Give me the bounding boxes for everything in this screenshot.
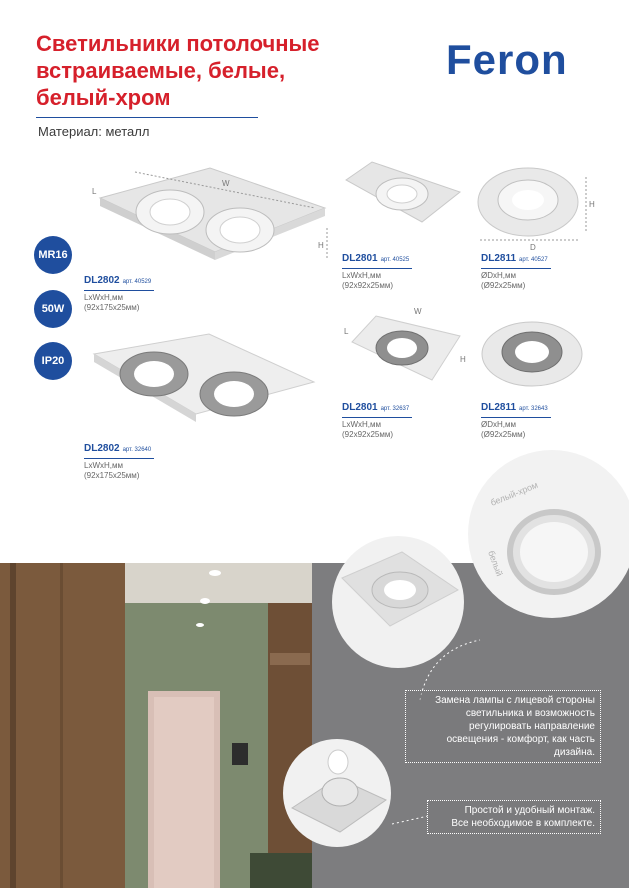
dl2801-white-image <box>342 160 462 230</box>
dl2802-chrome-image <box>84 332 324 444</box>
title-line-2: встраиваемые, белые, <box>36 58 286 83</box>
dim-w-1: W <box>222 179 230 188</box>
product-spec-1: LxWxH,мм <box>84 461 123 470</box>
caption-1-line-5: дизайна. <box>553 747 595 758</box>
feature-caption-2 <box>427 800 601 834</box>
product-art: арт. 40529 <box>122 279 152 285</box>
product-spec-2: (92x175x25мм) <box>84 471 140 480</box>
product-name: DL2802 <box>84 275 120 286</box>
dl2811-chrome-image <box>478 318 588 392</box>
product-label-5 <box>342 397 412 440</box>
product-divider <box>84 458 154 459</box>
product-spec-2: (92x92x25мм) <box>342 430 394 439</box>
product-art: арт. 32643 <box>519 406 548 412</box>
product-divider <box>342 268 412 269</box>
product-divider <box>84 290 154 291</box>
product-spec-1: LxWxH,мм <box>84 293 123 302</box>
product-art: арт. 32640 <box>122 447 152 453</box>
title-line-3: белый-хром <box>36 85 171 110</box>
caption-1-line-2: светильника и возможность <box>465 708 595 719</box>
material-text: Материал: металл <box>38 124 150 139</box>
feron-logo: Feron <box>446 36 568 83</box>
product-spec-2: (92x175x25мм) <box>84 303 140 312</box>
badge-50w: 50W <box>34 290 72 328</box>
mounting-closeup-circle <box>282 738 392 848</box>
dim-w-2: W <box>414 307 422 316</box>
dim-h-3: H <box>460 355 466 364</box>
dim-h-2: H <box>589 200 595 209</box>
label-white-chrome: белый-хром <box>489 479 540 508</box>
product-name: DL2811 <box>481 402 517 413</box>
title-line-1: Светильники потолочные <box>36 31 320 56</box>
label-white: белый <box>486 549 505 578</box>
product-name: DL2811 <box>481 253 517 264</box>
feature-caption-1 <box>405 690 601 763</box>
product-spec-1: ØDxH,мм <box>481 271 516 280</box>
product-name: DL2801 <box>342 253 378 264</box>
title-underline <box>36 117 258 118</box>
product-divider <box>481 268 551 269</box>
interior-photo <box>0 563 312 888</box>
product-art: арт. 40527 <box>519 257 548 263</box>
product-spec-2: (Ø92x25мм) <box>481 281 526 290</box>
product-label-6 <box>481 397 551 440</box>
dim-h-1: H <box>318 241 324 250</box>
product-label-1 <box>84 270 154 313</box>
caption-2-line-1: Простой и удобный монтаж. <box>464 805 595 816</box>
dim-l-2: L <box>344 327 349 336</box>
product-name: DL2802 <box>84 443 120 454</box>
page-title <box>36 30 416 111</box>
product-label-4 <box>481 248 551 291</box>
dl2801-chrome-image <box>340 304 470 394</box>
dl2802-white-image <box>80 160 340 280</box>
product-art: арт. 32637 <box>380 406 410 412</box>
dim-l-1: L <box>92 187 97 196</box>
product-divider <box>342 417 412 418</box>
finish-sample-circle <box>462 448 629 620</box>
caption-1-line-4: освещения - комфорт, как часть <box>446 734 595 745</box>
product-divider <box>481 417 551 418</box>
caption-1-line-3: регулировать направление <box>469 721 595 732</box>
badge-ip20: IP20 <box>34 342 72 380</box>
caption-2-line-2: Все необходимое в комплекте. <box>451 818 595 829</box>
product-spec-1: ØDxH,мм <box>481 420 516 429</box>
product-label-3 <box>342 248 412 291</box>
dim-d-1: D <box>530 243 536 252</box>
product-spec-1: LxWxH,мм <box>342 420 381 429</box>
product-name: DL2801 <box>342 402 378 413</box>
product-label-2 <box>84 438 154 481</box>
dl2811-white-image <box>476 162 606 252</box>
product-art: арт. 40525 <box>380 257 410 263</box>
interior-illustration <box>0 563 312 888</box>
product-spec-1: LxWxH,мм <box>342 271 381 280</box>
product-spec-2: (92x92x25мм) <box>342 281 394 290</box>
badge-mr16: MR16 <box>34 236 72 274</box>
caption-1-line-1: Замена лампы с лицевой стороны <box>435 695 595 706</box>
product-spec-2: (Ø92x25мм) <box>481 430 526 439</box>
